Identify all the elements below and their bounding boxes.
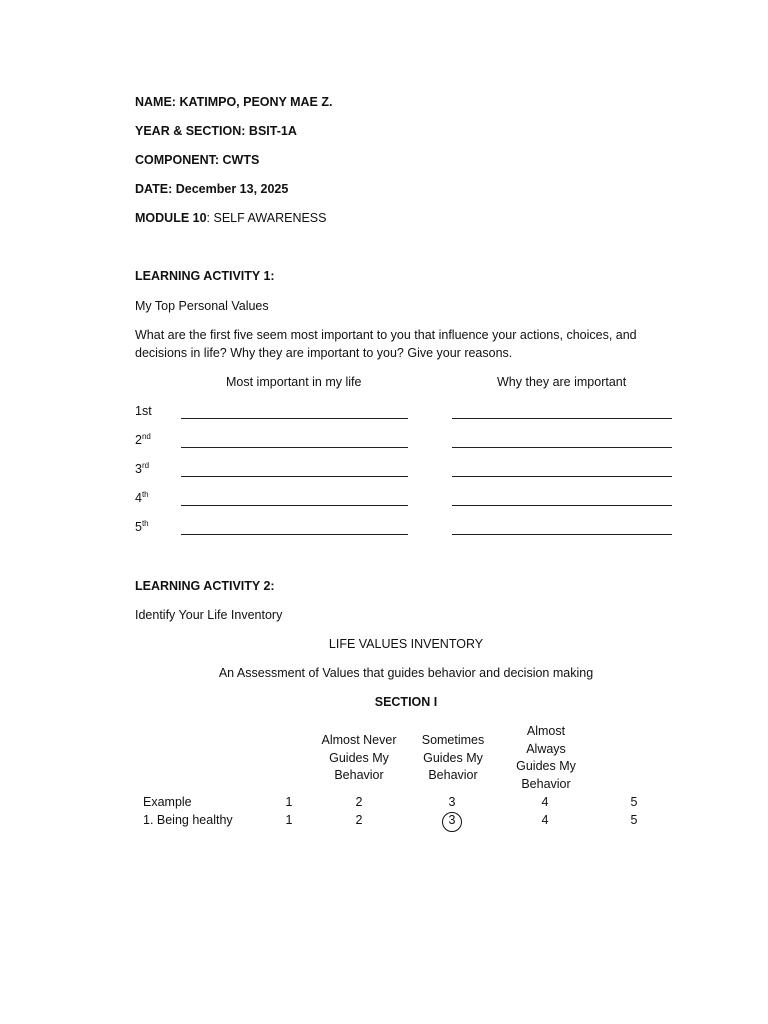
blank-line-most-1[interactable] [181,418,408,419]
year-section-label: YEAR & SECTION: [135,124,246,138]
year-section-value: BSIT-1A [248,124,297,138]
rating-3: 3 [448,795,456,809]
rating-2: 2 [355,795,363,809]
activity1-question-line1: What are the first five seem most important to you that influence your actions, choices, and [135,328,637,342]
component-value: CWTS [222,153,260,167]
rank-label-1: 1st [135,404,152,418]
activity1-title: My Top Personal Values [135,299,269,313]
rating-2[interactable]: 2 [355,813,363,827]
col-header-most-important: Most important in my life [226,375,362,389]
rating-1: 1 [285,795,293,809]
activity1-heading: LEARNING ACTIVITY 1: [135,269,275,283]
module-value: : SELF AWARENESS [206,211,327,225]
scale-header-almost-always: Almost Always Guides My Behavior [516,724,576,791]
activity1-question-line2: decisions in life? Why they are important to you? Give your reasons. [135,346,513,360]
rating-4: 4 [541,795,549,809]
module-label: MODULE 10 [135,211,207,225]
date-line [135,182,288,196]
rating-1[interactable]: 1 [285,813,293,827]
scale-header-almost-never: Almost Never Guides My Behavior [321,733,397,782]
blank-line-most-4[interactable] [181,505,408,506]
rank-label-4: 4th [135,489,149,505]
row-label: Example [143,795,192,809]
blank-line-why-3[interactable] [452,476,672,477]
rating-3-selected[interactable]: 3 [448,813,456,827]
date-value: December 13, 2025 [175,182,289,196]
inventory-subtitle: An Assessment of Values that guides behavior and decision making [218,666,594,680]
blank-line-most-5[interactable] [181,534,408,535]
component-line [135,153,259,167]
activity2-heading: LEARNING ACTIVITY 2: [135,579,275,593]
rating-5[interactable]: 5 [630,813,638,827]
component-label: COMPONENT: [135,153,220,167]
blank-line-most-3[interactable] [181,476,408,477]
scale-header-sometimes: Sometimes Guides My Behavior [421,733,485,782]
date-label: DATE: [135,182,173,196]
blank-line-why-1[interactable] [452,418,672,419]
blank-line-why-5[interactable] [452,534,672,535]
section-heading: SECTION I [374,695,438,709]
activity2-title: Identify Your Life Inventory [135,608,283,622]
blank-line-most-2[interactable] [181,447,408,448]
name-value: KATIMPO, PEONY MAE Z. [179,95,333,109]
blank-line-why-4[interactable] [452,505,672,506]
rating-5: 5 [630,795,638,809]
inventory-title: LIFE VALUES INVENTORY [328,637,484,651]
module-line [135,211,327,225]
blank-line-why-2[interactable] [452,447,672,448]
rating-4[interactable]: 4 [541,813,549,827]
col-header-why-important: Why they are important [497,375,627,389]
rank-label-3: 3rd [135,460,150,476]
year-section-line [135,124,297,138]
name-label: NAME: [135,95,176,109]
name-line [135,95,332,109]
rank-label-2: 2nd [135,431,151,447]
rank-label-5: 5th [135,518,149,534]
row-label: 1. Being healthy [143,813,233,827]
